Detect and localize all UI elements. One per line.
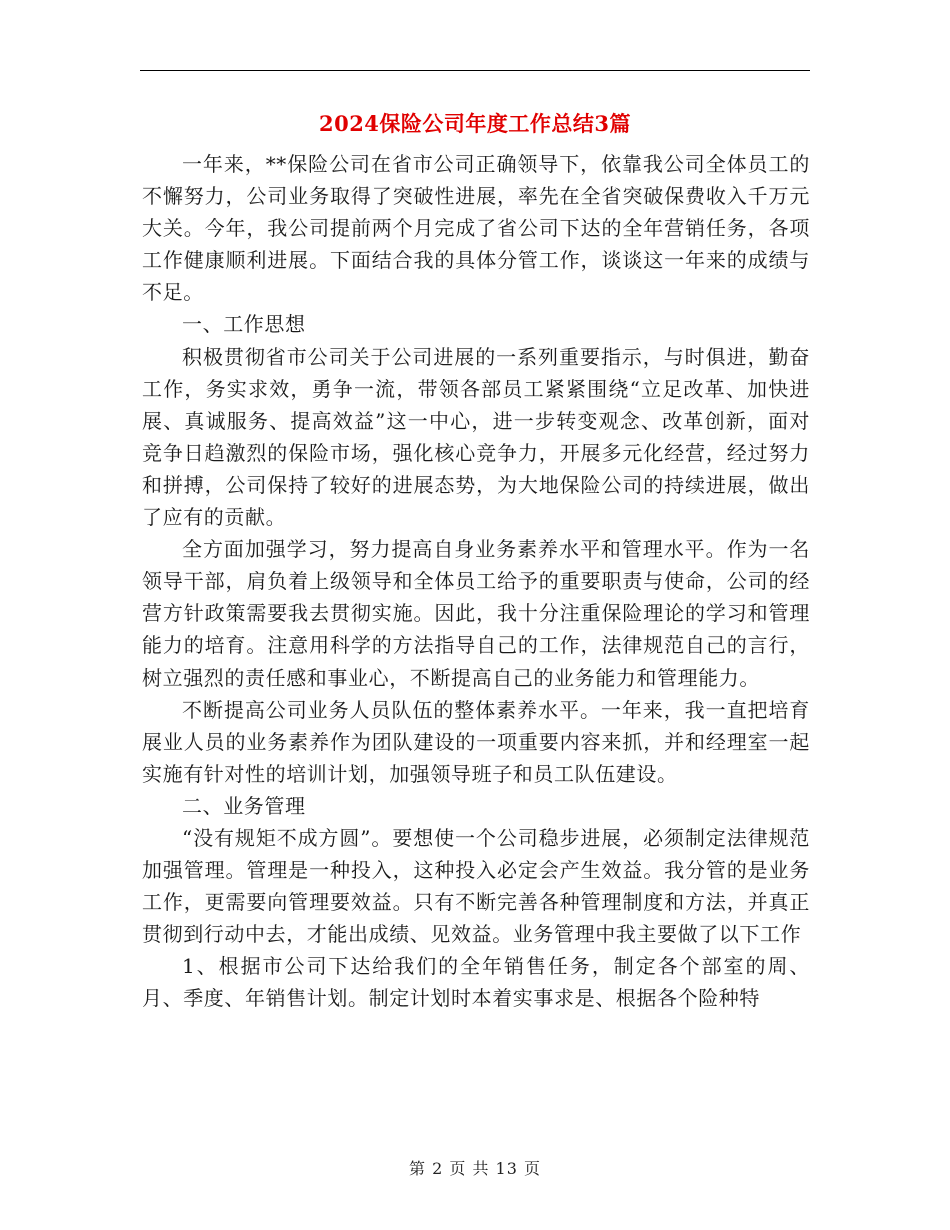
page-footer: 第 2 页 共 13 页 [409, 1159, 541, 1178]
document-title: 2024保险公司年度工作总结3篇 [318, 111, 632, 136]
header-rule [140, 70, 810, 71]
paragraph-business-management: “没有规矩不成方圆”。要想使一个公司稳步进展，必须制定法律规范加强管理。管理是一种投入，这种投入必定会产生效益。我分管的是业务工作，更需要向管理要效益。只有不断完善各种管理制度和方法，并真正贯彻到行动中去，才能出成绩、见效益。业务管理中我主要做了以下工作 [142, 825, 810, 947]
document-body [142, 148, 810, 1015]
paragraph-study: 全方面加强学习，努力提高自身业务素养水平和管理水平。作为一名领导干部，肩负着上级领导和全体员工给予的重要职责与使命，公司的经营方针政策需要我去贯彻实施。因此，我十分注重保险理论的学习和管理能力的培育。注意用科学的方法指导自己的工作，法律规范自己的言行，树立强烈的责任感和事业心，不断提高自己的业务能力和管理能力。 [142, 537, 810, 690]
paragraph-intro: 一年来，**保险公司在省市公司正确领导下，依靠我公司全体员工的不懈努力，公司业务取得了突破性进展，率先在全省突破保费收入千万元大关。今年，我公司提前两个月完成了省公司下达的全年营销任务，各项工作健康顺利进展。下面结合我的具体分管工作，谈谈这一年来的成绩与不足。 [142, 152, 810, 305]
paragraph-team: 不断提高公司业务人员队伍的整体素养水平。一年来，我一直把培育展业人员的业务素养作为团队建设的一项重要内容来抓，并和经理室一起实施有针对性的培训计划，加强领导班子和员工队伍建设。 [142, 697, 810, 786]
section-heading-business-management: 二、业务管理 [182, 793, 306, 818]
paragraph-work-thought: 积极贯彻省市公司关于公司进展的一系列重要指示，与时俱进，勤奋工作，务实求效，勇争一流，带领各部员工紧紧围绕“立足改革、加快进展、真诚服务、提高效益”这一中心，进一步转变观念、改革创新，面对竞争日趋激烈的保险市场，强化核心竞争力，开展多元化经营，经过努力和拼搏，公司保持了较好的进展态势，为大地保险公司的持续进展，做出了应有的贡献。 [142, 344, 810, 530]
paragraph-item-1: 1、根据市公司下达给我们的全年销售任务，制定各个部室的周、月、季度、年销售计划。制定计划时本着实事求是、根据各个险种特 [142, 954, 810, 1011]
section-heading-work-thought: 一、工作思想 [182, 312, 306, 337]
